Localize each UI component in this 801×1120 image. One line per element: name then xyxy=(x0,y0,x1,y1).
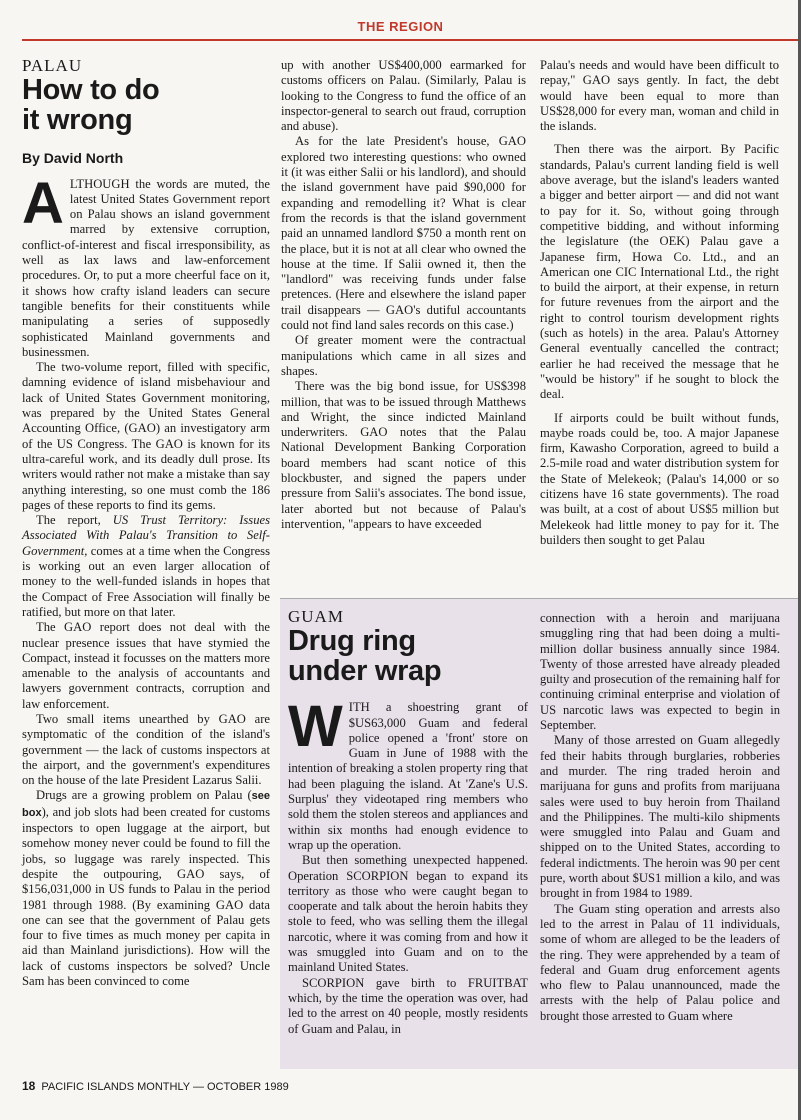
article-paragraph: There was the big bond issue, for US$398 million, that was to be issued through Matthews and Wright, the since indicted Mainland underwriters. GAO notes that the Palau National Development Banking Corporation board members had scant notice of this blockbuster, and signed the papers under pressure from Salii's associates. The bond issue, later aborted but not because of Palau's intervention, "appears to have exceeded xyxy=(281,379,526,531)
see-box-reference: see box xyxy=(22,790,270,819)
box-headline: Drug ring under wrap xyxy=(288,625,442,688)
box-paragraph: connection with a heroin and marijuana smuggling ring that had been doing a multi-million dollar business annually since 1984. Twenty of those arrested have already pleaded guilty and prosecution of the remaining half for continuing criminal enterprise and violation of US narcotic laws was expected to begin in September. xyxy=(540,611,780,733)
article-paragraph: The two-volume report, filled with specific, damning evidence of island misbehaviour and lack of United States Government monitoring, was prepared by the United States General Accounting Office, (GAO) an investigatory arm of the US Congress. The GAO is known for its ultra-careful work, and its deadly dull prose. Its writers would rather not make a mistake than say anything interesting, so one must comb the 186 pages of these reports to find its gems. xyxy=(22,360,270,512)
box-column-1 xyxy=(288,609,528,1037)
box-paragraph: The Guam sting operation and arrests also led to the arrest in Palau of 11 individuals, some of whom are alleged to be the leaders of the ring. They were apprehended by a team of federal and Guam drug enforcement agents who flew to Palau unannounced, made the arrests with the help of Palau police and brought those arrested to Guam where xyxy=(540,901,780,1023)
article-column-1 xyxy=(22,58,270,989)
report-title: US Trust Territory: Issues Associated With Palau's Transition to Self-Government, xyxy=(22,513,270,558)
header-rule xyxy=(22,39,801,41)
article-paragraph: If airports could be built without funds, maybe roads could be, too. A major Japanese firm, Kawasho Corporation, agreed to build a 2.5-mile road and water distribution system for the State of Melekeok; (Palau's 14,000 or so citizens have 16 state governments). The road was built, at a cost of about US$5 million but Melekeok had little money to pay for it. The builders then sought to get Palau xyxy=(540,410,779,547)
page-footer xyxy=(22,1079,289,1093)
box-paragraph: Many of those arrested on Guam allegedly fed their habits through burglaries, robberies and murder. The ring traded heroin and marijuana for guns and profits from marijuana sales were used to buy heroin from Thailand and the Philippines. The multi-kilo shipments were smuggled into Palau and Guam and shipped on to the United States, according to federal indictments. The heroin was 90 per cent pure, worth about $US1 million a kilo, and was brought in from 1984 to 1989. xyxy=(540,733,780,901)
drop-cap: A xyxy=(22,170,64,236)
section-label: THE REGION xyxy=(357,19,444,34)
sidebar-box xyxy=(280,598,801,1069)
article-paragraph: Two small items unearthed by GAO are symptomatic of the condition of the island's government — the lack of customs inspectors at the airport, and the government's expenditures on the house of the late President Lazarus Salii. xyxy=(22,711,270,788)
box-paragraph: WITH a shoestring grant of $US63,000 Guam and federal police opened a 'front' store on Guam in June of 1988 with the intention of breaking a stolen property ring that had been plaguing the island. At 'Zane's U.S. Surplus' they videotaped ring members who sold them the stolen stereos and appliances and within six months had enough evidence to wrap up the operation. xyxy=(288,694,528,852)
page-number: 18 xyxy=(22,1079,36,1093)
article-column-2 xyxy=(281,58,526,532)
article-paragraph: up with another US$400,000 earmarked for customs officers on Palau. (Similarly, Palau is looking to the Congress to fund the office of an inspector-general to search out fraud, corruption and abuse). xyxy=(281,58,526,134)
article-paragraph: Palau's needs and would have been difficult to repay," GAO says gently. In fact, the debt would have been equal to more than US$28,000 for every man, woman and child in the islands. xyxy=(540,58,779,134)
article-paragraph: Of greater moment were the contractual manipulations which came in all sizes and shapes. xyxy=(281,333,526,378)
publication-line: PACIFIC ISLANDS MONTHLY — OCTOBER 1989 xyxy=(41,1081,289,1093)
article-paragraph: Drugs are a growing problem on Palau (see box), and job slots had been created for customs inspectors to open luggage at the airport, but somehow money never could be found to fill the jobs, so luggage was rarely inspected. This despite the outpouring, GAO says, of $156,031,000 in US funds to Palau in the period 1981 through 1988. (By examining GAO data one can see that the government of Palau gets four to five times as much money per capita in aid than Mainland jurisdictions). How will the lack of customs inspectors be solved? Uncle Sam has been convinced to come xyxy=(22,788,270,989)
article-paragraph: The report, US Trust Territory: Issues Associated With Palau's Transition to Self-Government, comes at a time when the Congress is working out an even larger allocation of money to the well-funded islands in hopes that the Compact of Free Association will finally be ratified, but more on that later. xyxy=(22,513,270,619)
box-paragraph: But then something unexpected happened. Operation SCORPION began to expand its territory as those who were caught began to cooperate and talk about the heroin habits they stole to feed, who was selling them the illegal narcotic, where it was coming from and how it was smuggled into Guam and on to the mainland United States. xyxy=(288,853,528,975)
drop-cap: W xyxy=(288,694,343,760)
article-paragraph: The GAO report does not deal with the nuclear presence issues that have stymied the Compact, instead it focusses on the matters more amenable to the analysis of accountants and lawyers government contracts, corruption and law enforcement. xyxy=(22,620,270,711)
article-kicker: PALAU xyxy=(22,56,83,75)
box-paragraph: SCORPION gave birth to FRUITBAT which, by the time the operation was over, had led to the arrest on 40 people, mostly residents of Guam and Palau, in xyxy=(288,975,528,1036)
box-column-2 xyxy=(540,611,780,1024)
box-kicker: GUAM xyxy=(288,607,344,626)
article-paragraph: Then there was the airport. By Pacific standards, Palau's current landing field is well above average, but the island's leaders wanted a bigger and better airport — and did not want to pay for it. So, without going through competitive bidding, and without informing the legislature (the OEK) Palau gave a Japanese firm, Howa Co. Ltd., and an American one CIC International Ltd., the right to build the airport, at their expense, in return for future revenues from the airport and the right to control tourism development rights (such as hotels) in the area. Palau's Attorney General eventually cancelled the contract; earlier he had received the message that he "would be history" if he sought to block the deal. xyxy=(540,142,779,402)
article-paragraph: ALTHOUGH the words are muted, the latest United States Government report on Palau shows an island government marred by extensive corruption, conflict-of-interest and fiscal irresponsibility, as well as lax laws and law-enforcement procedures. Or, to put a more cheerful face on it, it shows how crafty island leaders can secure tangible benefits for their constituents while manipulating a series of supposedly sophisticated Mainland governments and businessmen. xyxy=(22,170,270,359)
article-headline: How to do it wrong xyxy=(22,74,160,137)
article-column-3 xyxy=(540,58,779,548)
article-paragraph: As for the late President's house, GAO explored two interesting questions: who owned it (it was either Salii or his landlord), and should the island government have paid $90,000 for expanding and remodelling it? What is clear from the records is that the island government paid an unnamed landlord $750 a month rent on the place, but it is not at all clear who owned the house at the time. If Salii owned it, then the "landlord" was receiving funds under false pretences. (Here and elsewhere the island paper trail disappears — GAO's dutiful accountants could not find land sales records on this case.) xyxy=(281,134,526,333)
article-byline: By David North xyxy=(22,150,124,167)
